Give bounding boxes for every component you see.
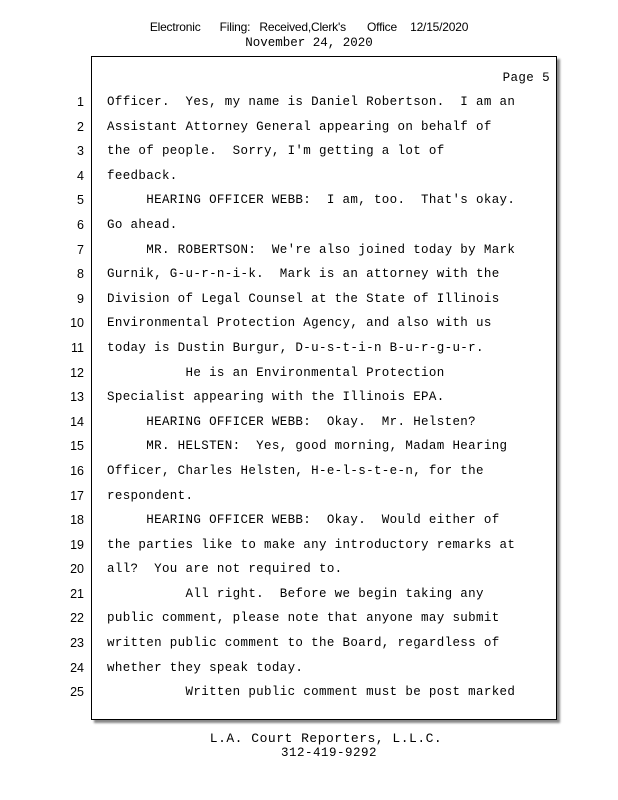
line-number: 4	[77, 168, 84, 183]
transcript-line: HEARING OFFICER WEBB: Okay. Would either of	[107, 513, 500, 528]
page-number: Page 5	[502, 71, 550, 85]
transcript-line: Go ahead.	[107, 217, 178, 232]
stamp-received: Received,Clerk's	[259, 20, 346, 34]
transcript-line: Written public comment must be post marked	[107, 685, 516, 700]
line-number: 24	[70, 660, 84, 675]
transcript-line: respondent.	[107, 488, 194, 503]
transcript-line: written public comment to the Board, regardless of	[107, 636, 500, 651]
line-number: 10	[70, 316, 84, 331]
stamp-filing: Filing:	[219, 20, 251, 34]
line-number: 1	[77, 95, 84, 109]
transcript-line: all? You are not required to.	[107, 562, 343, 577]
stamp-office: Office	[367, 20, 397, 34]
transcript-line: the parties like to make any introductory remarks at	[107, 537, 516, 552]
transcript-line: today is Dustin Burgur, D-u-s-t-i-n B-u-r-g-u-r.	[107, 340, 484, 355]
line-number: 22	[70, 611, 84, 626]
transcript-line: whether they speak today.	[107, 660, 304, 675]
hearing-date: November 24, 2020	[245, 36, 373, 50]
transcript-line: Officer. Yes, my name is Daniel Robertson. I am an	[107, 95, 516, 109]
line-number: 6	[77, 217, 84, 232]
transcript-line: HEARING OFFICER WEBB: I am, too. That's okay.	[107, 193, 516, 208]
transcript-line: Specialist appearing with the Illinois EPA.	[107, 390, 445, 405]
transcript-line: Officer, Charles Helsten, H-e-l-s-t-e-n, for the	[107, 463, 484, 478]
line-number: 14	[70, 414, 84, 429]
transcript-line: He is an Environmental Protection	[107, 365, 445, 380]
transcript-line: Division of Legal Counsel at the State of Illinois	[107, 291, 500, 306]
transcript-line: MR. ROBERTSON: We're also joined today by Mark	[107, 242, 516, 257]
transcript-line: Gurnik, G-u-r-n-i-k. Mark is an attorney with the	[107, 267, 500, 282]
line-number: 20	[70, 562, 84, 577]
line-number: 23	[70, 636, 84, 651]
transcript-line: All right. Before we begin taking any	[107, 586, 484, 601]
line-number: 16	[70, 463, 84, 478]
transcript-line: the of people. Sorry, I'm getting a lot of	[107, 144, 445, 159]
transcript-line: HEARING OFFICER WEBB: Okay. Mr. Helsten?	[107, 414, 477, 429]
line-number: 17	[70, 488, 84, 503]
transcript-line: Environmental Protection Agency, and also with us	[107, 316, 492, 331]
line-number: 2	[77, 119, 84, 134]
transcript-line: MR. HELSTEN: Yes, good morning, Madam Hearing	[107, 439, 508, 454]
transcript-line: Assistant Attorney General appearing on behalf of	[107, 119, 492, 134]
line-number: 25	[70, 685, 84, 700]
line-number: 5	[77, 193, 84, 208]
line-number: 15	[70, 439, 84, 454]
line-number: 9	[77, 291, 84, 306]
line-number: 11	[71, 340, 84, 355]
line-number-column	[70, 94, 84, 709]
line-number: 12	[70, 365, 84, 380]
stamp-date: 12/15/2020	[410, 20, 469, 34]
line-number: 13	[70, 390, 84, 405]
transcript-line: feedback.	[107, 168, 178, 183]
filing-stamp	[0, 20, 618, 34]
line-number: 18	[70, 513, 84, 528]
stamp-electronic: Electronic	[149, 20, 201, 34]
court-reporter-name: L.A. Court Reporters, L.L.C.	[209, 731, 443, 746]
transcript-text	[107, 94, 552, 709]
line-number: 8	[77, 267, 84, 282]
line-number: 3	[77, 144, 84, 159]
transcript-line: public comment, please note that anyone may submit	[107, 611, 500, 626]
line-number: 7	[77, 242, 84, 257]
line-number: 19	[70, 537, 84, 552]
court-reporter-phone: 312-419-9292	[280, 746, 377, 760]
line-number: 21	[70, 586, 84, 601]
